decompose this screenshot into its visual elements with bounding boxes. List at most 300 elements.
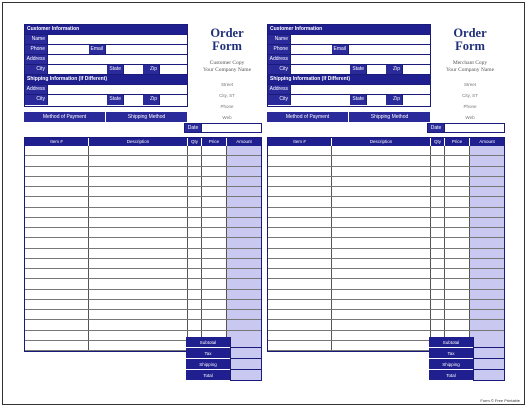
table-row [268,279,504,289]
ship-city-label: City [268,95,290,105]
totals-block [186,337,262,381]
table-cell[interactable] [445,310,470,319]
table-cell[interactable] [332,300,431,309]
table-cell[interactable] [268,269,332,278]
email-field[interactable] [348,45,430,54]
table-cell[interactable] [445,218,470,227]
table-cell[interactable] [227,197,261,206]
table-cell[interactable] [445,249,470,258]
address-label: Address [26,56,45,62]
table-cell[interactable] [431,269,445,278]
table-cell[interactable] [431,197,445,206]
table-cell[interactable] [445,320,470,329]
table-cell[interactable] [268,320,332,329]
table-cell[interactable] [470,310,504,319]
table-cell[interactable] [89,218,188,227]
table-cell[interactable] [227,167,261,176]
state-label: State [350,65,366,74]
table-cell[interactable] [89,331,188,340]
shipping-info-header: Shipping Information (If Different) [268,75,430,84]
customer-info-header: Customer Information [25,25,187,34]
table-row [25,197,261,207]
table-cell[interactable] [431,249,445,258]
table-cell[interactable] [227,208,261,217]
table-cell[interactable] [227,320,261,329]
table-cell[interactable] [89,259,188,268]
table-cell[interactable] [470,259,504,268]
table-cell[interactable] [332,331,431,340]
address-field[interactable] [47,55,187,64]
table-cell[interactable] [445,208,470,217]
table-cell[interactable] [202,320,227,329]
table-cell[interactable] [445,146,470,155]
table-row [25,156,261,166]
col-qty: Qty [431,138,445,146]
zip-label: Zip [143,65,159,74]
table-cell[interactable] [470,218,504,227]
date-row [427,123,505,133]
table-row [25,208,261,218]
table-cell[interactable] [25,320,89,329]
table-cell[interactable] [202,146,227,155]
subtotal-field[interactable] [473,337,505,348]
table-cell[interactable] [268,259,332,268]
zip-label: Zip [386,65,402,74]
table-cell[interactable] [89,208,188,217]
shipping-field[interactable] [473,359,505,370]
address-label: Address [269,56,288,62]
table-cell[interactable] [470,156,504,165]
city-label: City [268,65,290,74]
shipping-info-header: Shipping Information (If Different) [25,75,187,84]
table-row [268,300,504,310]
table-cell[interactable] [25,310,89,319]
table-cell[interactable] [202,238,227,247]
tax-label: Tax [429,348,473,359]
table-cell[interactable] [188,238,202,247]
ship-address-field[interactable] [47,85,187,94]
table-cell[interactable] [188,279,202,288]
table-cell[interactable] [89,197,188,206]
email-label: Email [333,46,346,52]
table-cell[interactable] [431,156,445,165]
phone-field[interactable] [290,45,332,54]
email-field[interactable] [105,45,187,54]
table-cell[interactable] [25,259,89,268]
name-field[interactable] [47,35,187,44]
table-row [268,167,504,177]
ship-city-field[interactable] [47,95,107,105]
table-cell[interactable] [202,279,227,288]
table-cell[interactable] [89,156,188,165]
table-cell[interactable] [25,279,89,288]
table-cell[interactable] [445,228,470,237]
table-row [268,310,504,320]
table-row [268,228,504,238]
ship-zip-label: Zip [386,95,402,105]
table-cell[interactable] [25,238,89,247]
table-cell[interactable] [445,167,470,176]
table-cell[interactable] [332,187,431,196]
date-label: Date [428,124,444,132]
table-cell[interactable] [332,320,431,329]
table-cell[interactable] [89,177,188,186]
table-cell[interactable] [445,300,470,309]
table-row [268,238,504,248]
table-cell[interactable] [431,238,445,247]
tax-field[interactable] [230,348,262,359]
table-row [25,177,261,187]
ship-zip-field[interactable] [159,95,187,105]
table-cell[interactable] [332,218,431,227]
table-cell[interactable] [227,187,261,196]
table-cell[interactable] [227,228,261,237]
table-cell[interactable] [227,146,261,155]
table-cell[interactable] [268,279,332,288]
table-cell[interactable] [332,228,431,237]
table-cell[interactable] [470,279,504,288]
table-cell[interactable] [470,228,504,237]
zip-field[interactable] [159,65,187,74]
totals-block [429,337,505,381]
date-field[interactable] [201,124,261,132]
table-row [268,290,504,300]
table-cell[interactable] [431,177,445,186]
table-cell[interactable] [25,269,89,278]
form-title: Order Form [210,26,244,53]
col-amount: Amount [236,139,252,144]
table-cell[interactable] [202,228,227,237]
col-price: Price [445,138,470,146]
name-label: Name [268,35,290,44]
ship-state-label: State [350,95,366,105]
table-cell[interactable] [431,218,445,227]
table-cell[interactable] [445,290,470,299]
table-cell[interactable] [431,259,445,268]
table-cell[interactable] [268,146,332,155]
table-cell[interactable] [89,300,188,309]
table-cell[interactable] [227,269,261,278]
table-row [268,259,504,269]
table-cell[interactable] [332,146,431,155]
table-cell[interactable] [470,238,504,247]
table-cell[interactable] [188,197,202,206]
table-cell[interactable] [332,197,431,206]
order-form-merchant-copy [267,24,505,382]
state-label: State [107,65,123,74]
table-cell[interactable] [470,300,504,309]
table-cell[interactable] [268,290,332,299]
date-label: Date [185,124,201,132]
table-cell[interactable] [202,290,227,299]
shipping-label: Shipping [186,359,230,370]
table-cell[interactable] [431,187,445,196]
table-row [268,320,504,330]
table-cell[interactable] [445,187,470,196]
table-cell[interactable] [25,300,89,309]
table-cell[interactable] [268,300,332,309]
table-cell[interactable] [470,167,504,176]
table-cell[interactable] [202,269,227,278]
table-cell[interactable] [445,279,470,288]
table-row [25,167,261,177]
table-cell[interactable] [202,310,227,319]
table-row [25,320,261,330]
table-cell[interactable] [25,167,89,176]
table-cell[interactable] [332,279,431,288]
table-cell[interactable] [332,290,431,299]
table-cell[interactable] [332,249,431,258]
table-cell[interactable] [202,208,227,217]
table-row [25,218,261,228]
table-cell[interactable] [188,300,202,309]
table-cell[interactable] [268,310,332,319]
table-cell[interactable] [332,167,431,176]
table-cell[interactable] [188,320,202,329]
table-cell[interactable] [25,156,89,165]
table-cell[interactable] [89,187,188,196]
table-cell[interactable] [188,167,202,176]
email-label: Email [90,46,103,52]
table-cell[interactable] [188,218,202,227]
table-cell[interactable] [227,249,261,258]
table-cell[interactable] [268,187,332,196]
table-cell[interactable] [470,269,504,278]
table-cell[interactable] [25,290,89,299]
table-cell[interactable] [445,238,470,247]
table-row [25,238,261,248]
col-description: Description [332,138,431,146]
address-field[interactable] [290,55,430,64]
table-cell[interactable] [431,167,445,176]
table-cell[interactable] [25,197,89,206]
table-row [268,146,504,156]
table-cell[interactable] [202,197,227,206]
table-cell[interactable] [89,249,188,258]
table-cell[interactable] [470,197,504,206]
table-row [268,208,504,218]
method-of-payment-label: Method of Payment [24,112,106,122]
table-cell[interactable] [202,218,227,227]
table-cell[interactable] [268,197,332,206]
ship-address-label: Address [269,86,288,92]
shipping-method-label: Shipping Method [106,112,188,122]
table-cell[interactable] [25,228,89,237]
table-cell[interactable] [89,146,188,155]
table-cell[interactable] [470,320,504,329]
company-address-lines: Street City, ST Phone Web [219,82,235,120]
table-cell[interactable] [268,167,332,176]
table-cell[interactable] [25,187,89,196]
table-cell[interactable] [268,156,332,165]
payment-method-bar [267,112,431,122]
order-form-page [2,2,525,405]
footer-credit: Form © Free Printable [480,398,520,403]
table-cell[interactable] [202,156,227,165]
city-field[interactable] [290,65,350,74]
table-row [268,269,504,279]
table-cell[interactable] [25,249,89,258]
table-cell[interactable] [445,197,470,206]
table-cell[interactable] [188,269,202,278]
total-label: Total [186,370,230,381]
table-cell[interactable] [268,218,332,227]
table-cell[interactable] [188,146,202,155]
table-cell[interactable] [25,208,89,217]
table-cell[interactable] [227,310,261,319]
form-title: Order Form [453,26,487,53]
table-cell[interactable] [188,290,202,299]
table-cell[interactable] [332,208,431,217]
shipping-field[interactable] [230,359,262,370]
col-item: Item # [268,138,332,146]
table-row [25,228,261,238]
table-cell[interactable] [332,238,431,247]
table-cell[interactable] [470,290,504,299]
table-cell[interactable] [89,341,188,350]
table-cell[interactable] [89,320,188,329]
table-cell[interactable] [431,279,445,288]
total-field[interactable] [230,370,262,381]
table-cell[interactable] [470,177,504,186]
table-cell[interactable] [89,167,188,176]
table-cell[interactable] [202,259,227,268]
col-description: Description [89,138,188,146]
items-table-body [268,146,504,351]
method-of-payment-label: Method of Payment [267,112,349,122]
table-cell[interactable] [227,218,261,227]
table-cell[interactable] [431,300,445,309]
table-cell[interactable] [431,320,445,329]
table-cell[interactable] [227,300,261,309]
table-cell[interactable] [445,269,470,278]
table-row [268,249,504,259]
table-cell[interactable] [227,156,261,165]
table-cell[interactable] [25,218,89,227]
table-cell[interactable] [332,341,431,350]
phone-field[interactable] [47,45,89,54]
table-row [25,269,261,279]
table-cell[interactable] [268,228,332,237]
ship-address-field[interactable] [290,85,430,94]
table-cell[interactable] [431,146,445,155]
table-cell[interactable] [332,310,431,319]
table-cell[interactable] [227,279,261,288]
table-cell[interactable] [188,187,202,196]
table-cell[interactable] [89,228,188,237]
phone-label: Phone [268,45,290,54]
state-field[interactable] [123,65,143,74]
city-field[interactable] [47,65,107,74]
table-row [25,249,261,259]
table-cell[interactable] [25,146,89,155]
table-row [268,177,504,187]
table-cell[interactable] [89,290,188,299]
table-cell[interactable] [202,300,227,309]
date-field[interactable] [444,124,504,132]
table-cell[interactable] [202,187,227,196]
table-cell[interactable] [332,259,431,268]
table-cell[interactable] [445,177,470,186]
table-cell[interactable] [202,249,227,258]
table-cell[interactable] [445,156,470,165]
table-cell[interactable] [470,146,504,155]
table-cell[interactable] [268,177,332,186]
ship-address-label: Address [26,86,45,92]
table-cell[interactable] [227,177,261,186]
table-cell[interactable] [89,310,188,319]
table-cell[interactable] [188,228,202,237]
table-cell[interactable] [470,187,504,196]
tax-field[interactable] [473,348,505,359]
table-cell[interactable] [431,228,445,237]
table-cell[interactable] [188,208,202,217]
table-row [268,218,504,228]
subtotal-field[interactable] [230,337,262,348]
table-cell[interactable] [89,279,188,288]
ship-city-label: City [25,95,47,105]
ship-city-field[interactable] [290,95,350,105]
table-cell[interactable] [470,208,504,217]
table-row [25,310,261,320]
table-cell[interactable] [332,269,431,278]
table-cell[interactable] [188,259,202,268]
table-cell[interactable] [470,249,504,258]
total-field[interactable] [473,370,505,381]
table-cell[interactable] [188,249,202,258]
table-cell[interactable] [431,290,445,299]
ship-state-field[interactable] [366,95,386,105]
table-cell[interactable] [202,167,227,176]
ship-state-field[interactable] [123,95,143,105]
table-cell[interactable] [268,238,332,247]
customer-info-block [267,24,431,107]
table-cell[interactable] [227,290,261,299]
table-cell[interactable] [25,331,89,340]
ship-zip-field[interactable] [402,95,430,105]
table-cell[interactable] [202,177,227,186]
table-cell[interactable] [431,208,445,217]
table-cell[interactable] [332,177,431,186]
zip-field[interactable] [402,65,430,74]
table-row [25,300,261,310]
table-cell[interactable] [268,341,332,350]
state-field[interactable] [366,65,386,74]
name-label: Name [25,35,47,44]
table-cell[interactable] [227,238,261,247]
table-cell[interactable] [25,177,89,186]
table-cell[interactable] [25,341,89,350]
table-row [25,290,261,300]
total-label: Total [429,370,473,381]
table-cell[interactable] [89,238,188,247]
table-cell[interactable] [268,331,332,340]
table-cell[interactable] [431,310,445,319]
table-cell[interactable] [188,177,202,186]
table-cell[interactable] [227,259,261,268]
table-cell[interactable] [188,310,202,319]
table-cell[interactable] [332,156,431,165]
table-cell[interactable] [268,208,332,217]
table-cell[interactable] [89,269,188,278]
table-cell[interactable] [268,249,332,258]
table-cell[interactable] [188,156,202,165]
name-field[interactable] [290,35,430,44]
table-row [25,146,261,156]
copy-label: Customer Copy Your Company Name [202,60,252,73]
table-row [268,156,504,166]
table-cell[interactable] [445,259,470,268]
